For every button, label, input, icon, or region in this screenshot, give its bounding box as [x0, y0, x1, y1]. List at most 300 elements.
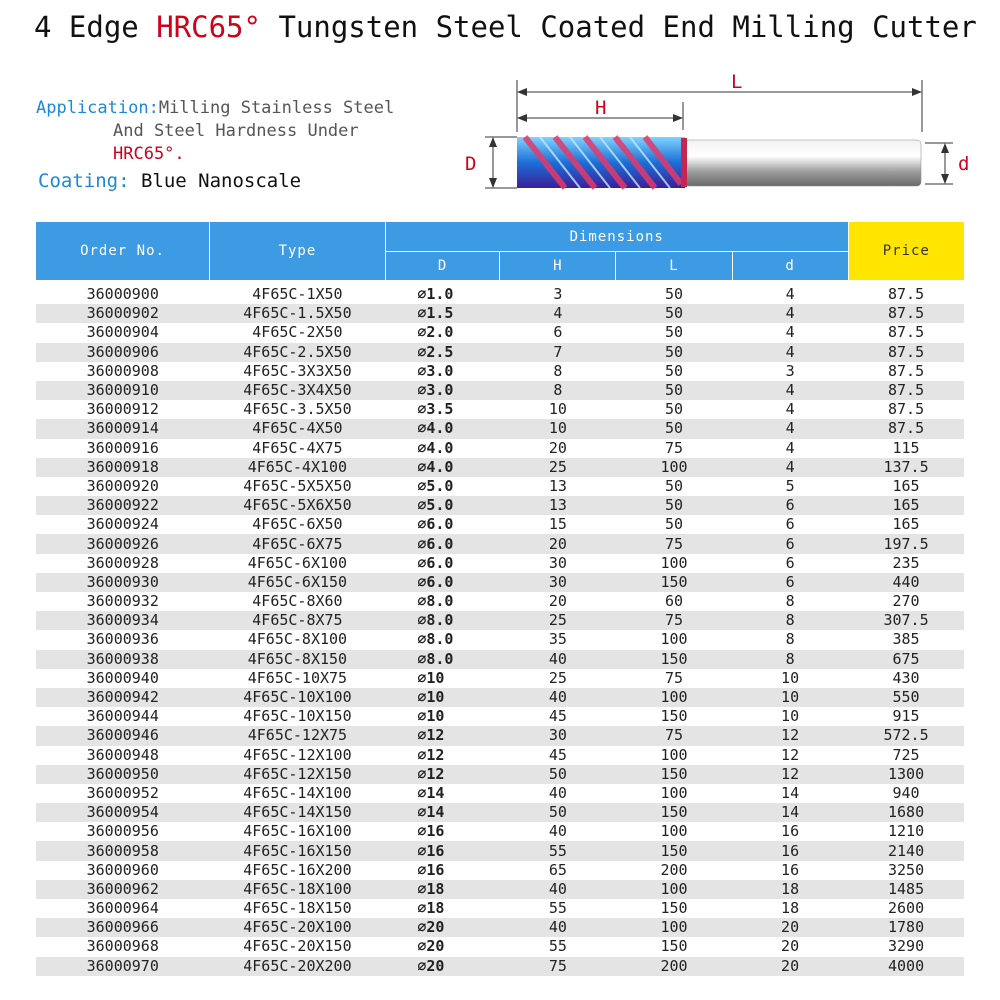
cell-order: 36000932 [36, 592, 210, 611]
tool-shank [685, 140, 921, 186]
cell-L: 150 [616, 899, 732, 918]
cell-price: 165 [848, 496, 964, 515]
cell-price: 1485 [848, 880, 964, 899]
cell-D: ⌀16 [385, 861, 500, 880]
cell-type: 4F65C-3X4X50 [210, 381, 386, 400]
spec-table [36, 222, 964, 976]
table-row [36, 592, 964, 611]
table-row [36, 285, 964, 304]
table-row [36, 957, 964, 976]
cell-d: 4 [732, 419, 848, 438]
cell-type: 4F65C-14X100 [210, 784, 386, 803]
cell-L: 100 [616, 822, 732, 841]
cell-type: 4F65C-12X100 [210, 746, 386, 765]
cell-D: ⌀2.5 [385, 343, 500, 362]
cell-L: 50 [616, 343, 732, 362]
cell-L: 150 [616, 765, 732, 784]
table-row [36, 515, 964, 534]
cell-d: 16 [732, 822, 848, 841]
title-highlight: HRC65° [156, 10, 261, 44]
table-row [36, 400, 964, 419]
cell-price: 87.5 [848, 304, 964, 323]
cell-D: ⌀16 [385, 822, 500, 841]
cell-D: ⌀8.0 [385, 611, 500, 630]
cell-type: 4F65C-1.5X50 [210, 304, 386, 323]
col-d: d [732, 252, 848, 281]
cell-H: 45 [500, 707, 616, 726]
cell-L: 75 [616, 726, 732, 745]
table-row [36, 669, 964, 688]
cell-L: 100 [616, 630, 732, 649]
cell-price: 915 [848, 707, 964, 726]
cell-D: ⌀6.0 [385, 515, 500, 534]
cell-d: 20 [732, 957, 848, 976]
coating-block [38, 170, 301, 192]
cell-D: ⌀18 [385, 899, 500, 918]
table-row [36, 554, 964, 573]
cell-d: 4 [732, 439, 848, 458]
cell-type: 4F65C-8X150 [210, 650, 386, 669]
table-row [36, 534, 964, 553]
cell-D: ⌀20 [385, 918, 500, 937]
cell-d: 6 [732, 573, 848, 592]
cell-d: 8 [732, 630, 848, 649]
cell-D: ⌀4.0 [385, 458, 500, 477]
cell-price: 87.5 [848, 323, 964, 342]
cell-H: 30 [500, 554, 616, 573]
cell-H: 50 [500, 765, 616, 784]
cell-order: 36000904 [36, 323, 210, 342]
application-line1: Milling Stainless Steel [158, 98, 395, 118]
cell-L: 75 [616, 439, 732, 458]
cell-price: 87.5 [848, 400, 964, 419]
cell-type: 4F65C-4X75 [210, 439, 386, 458]
cell-type: 4F65C-20X150 [210, 937, 386, 956]
cell-price: 550 [848, 688, 964, 707]
cell-type: 4F65C-2X50 [210, 323, 386, 342]
cell-d: 16 [732, 841, 848, 860]
cell-d: 3 [732, 362, 848, 381]
cell-type: 4F65C-6X150 [210, 573, 386, 592]
cell-type: 4F65C-8X100 [210, 630, 386, 649]
cell-type: 4F65C-20X100 [210, 918, 386, 937]
table-row [36, 573, 964, 592]
cell-D: ⌀4.0 [385, 439, 500, 458]
cell-order: 36000912 [36, 400, 210, 419]
table-row [36, 630, 964, 649]
table-row [36, 803, 964, 822]
cell-d: 14 [732, 784, 848, 803]
cell-D: ⌀10 [385, 707, 500, 726]
table-row [36, 841, 964, 860]
table-row [36, 323, 964, 342]
cell-L: 100 [616, 458, 732, 477]
cell-H: 20 [500, 439, 616, 458]
cell-d: 6 [732, 554, 848, 573]
cell-L: 75 [616, 534, 732, 553]
cell-L: 50 [616, 285, 732, 304]
cell-type: 4F65C-10X100 [210, 688, 386, 707]
cell-type: 4F65C-18X150 [210, 899, 386, 918]
cell-order: 36000952 [36, 784, 210, 803]
table-row [36, 765, 964, 784]
cell-H: 65 [500, 861, 616, 880]
cell-d: 10 [732, 688, 848, 707]
cell-H: 13 [500, 477, 616, 496]
cell-type: 4F65C-18X100 [210, 880, 386, 899]
cell-D: ⌀3.0 [385, 362, 500, 381]
cell-L: 75 [616, 669, 732, 688]
cell-H: 55 [500, 937, 616, 956]
cell-L: 150 [616, 937, 732, 956]
cell-d: 4 [732, 458, 848, 477]
cell-order: 36000918 [36, 458, 210, 477]
table-row [36, 822, 964, 841]
cell-d: 10 [732, 707, 848, 726]
dimension-d-label: d [958, 153, 970, 175]
cell-D: ⌀6.0 [385, 534, 500, 553]
cell-type: 4F65C-6X100 [210, 554, 386, 573]
cell-D: ⌀12 [385, 765, 500, 784]
table-row [36, 419, 964, 438]
table-row [36, 880, 964, 899]
cell-type: 4F65C-4X100 [210, 458, 386, 477]
cell-L: 50 [616, 323, 732, 342]
dimension-L-label: L [731, 71, 743, 93]
cell-L: 200 [616, 957, 732, 976]
cell-H: 30 [500, 573, 616, 592]
cell-H: 30 [500, 726, 616, 745]
cell-L: 50 [616, 515, 732, 534]
cell-order: 36000910 [36, 381, 210, 400]
cell-order: 36000970 [36, 957, 210, 976]
cell-type: 4F65C-20X200 [210, 957, 386, 976]
cell-L: 150 [616, 573, 732, 592]
cell-H: 75 [500, 957, 616, 976]
cell-order: 36000906 [36, 343, 210, 362]
cell-price: 165 [848, 515, 964, 534]
cell-D: ⌀6.0 [385, 573, 500, 592]
cell-type: 4F65C-16X150 [210, 841, 386, 860]
cell-type: 4F65C-5X5X50 [210, 477, 386, 496]
cell-d: 20 [732, 937, 848, 956]
cell-price: 1210 [848, 822, 964, 841]
cell-order: 36000938 [36, 650, 210, 669]
cell-H: 55 [500, 899, 616, 918]
cell-type: 4F65C-16X100 [210, 822, 386, 841]
cell-D: ⌀12 [385, 746, 500, 765]
cell-d: 4 [732, 323, 848, 342]
cell-price: 440 [848, 573, 964, 592]
cell-L: 150 [616, 650, 732, 669]
cell-price: 3290 [848, 937, 964, 956]
cell-price: 87.5 [848, 381, 964, 400]
cell-price: 165 [848, 477, 964, 496]
cell-H: 7 [500, 343, 616, 362]
cell-type: 4F65C-3X3X50 [210, 362, 386, 381]
cell-d: 8 [732, 611, 848, 630]
table-row [36, 707, 964, 726]
cell-L: 50 [616, 477, 732, 496]
cell-order: 36000940 [36, 669, 210, 688]
cell-order: 36000928 [36, 554, 210, 573]
col-type: Type [210, 222, 386, 280]
col-dimensions: Dimensions [385, 222, 848, 252]
cell-H: 50 [500, 803, 616, 822]
cell-type: 4F65C-8X75 [210, 611, 386, 630]
cell-D: ⌀20 [385, 937, 500, 956]
coating-value: Blue Nanoscale [129, 170, 302, 192]
cell-d: 6 [732, 515, 848, 534]
cell-order: 36000962 [36, 880, 210, 899]
table-row [36, 611, 964, 630]
cell-price: 675 [848, 650, 964, 669]
title-suffix: Tungsten Steel Coated End Milling Cutter [260, 10, 977, 44]
application-label: Application: [36, 98, 159, 118]
cell-L: 50 [616, 419, 732, 438]
cell-price: 572.5 [848, 726, 964, 745]
table-row [36, 861, 964, 880]
cell-type: 4F65C-10X150 [210, 707, 386, 726]
cell-order: 36000936 [36, 630, 210, 649]
cell-D: ⌀14 [385, 803, 500, 822]
cell-L: 100 [616, 688, 732, 707]
cell-order: 36000948 [36, 746, 210, 765]
cell-type: 4F65C-16X200 [210, 861, 386, 880]
cell-type: 4F65C-12X150 [210, 765, 386, 784]
cell-L: 150 [616, 707, 732, 726]
cell-order: 36000942 [36, 688, 210, 707]
table-row [36, 899, 964, 918]
cell-H: 13 [500, 496, 616, 515]
cell-price: 87.5 [848, 343, 964, 362]
cell-H: 25 [500, 458, 616, 477]
cell-D: ⌀1.5 [385, 304, 500, 323]
cell-d: 10 [732, 669, 848, 688]
cell-D: ⌀3.0 [385, 381, 500, 400]
cell-d: 6 [732, 496, 848, 515]
cell-type: 4F65C-2.5X50 [210, 343, 386, 362]
cell-D: ⌀8.0 [385, 630, 500, 649]
cell-H: 3 [500, 285, 616, 304]
table-row [36, 650, 964, 669]
cell-order: 36000924 [36, 515, 210, 534]
table-row [36, 918, 964, 937]
cell-D: ⌀1.0 [385, 285, 500, 304]
cell-H: 15 [500, 515, 616, 534]
cell-type: 4F65C-4X50 [210, 419, 386, 438]
cell-order: 36000914 [36, 419, 210, 438]
cell-type: 4F65C-6X50 [210, 515, 386, 534]
cell-H: 35 [500, 630, 616, 649]
cell-D: ⌀5.0 [385, 477, 500, 496]
cell-type: 4F65C-10X75 [210, 669, 386, 688]
cell-price: 197.5 [848, 534, 964, 553]
cell-price: 430 [848, 669, 964, 688]
end-mill-diagram [455, 62, 985, 212]
cell-L: 60 [616, 592, 732, 611]
cell-L: 100 [616, 918, 732, 937]
cell-d: 14 [732, 803, 848, 822]
coating-label: Coating: [38, 170, 130, 192]
cell-type: 4F65C-5X6X50 [210, 496, 386, 515]
cell-D: ⌀18 [385, 880, 500, 899]
cell-price: 4000 [848, 957, 964, 976]
cell-D: ⌀6.0 [385, 554, 500, 573]
cell-H: 25 [500, 669, 616, 688]
spec-table-body [36, 280, 964, 976]
cell-D: ⌀14 [385, 784, 500, 803]
cell-type: 4F65C-8X60 [210, 592, 386, 611]
cell-order: 36000960 [36, 861, 210, 880]
table-row [36, 784, 964, 803]
cell-H: 40 [500, 880, 616, 899]
cell-H: 20 [500, 534, 616, 553]
table-row [36, 439, 964, 458]
table-row [36, 362, 964, 381]
cell-L: 100 [616, 880, 732, 899]
cell-order: 36000930 [36, 573, 210, 592]
cell-order: 36000964 [36, 899, 210, 918]
cell-type: 4F65C-12X75 [210, 726, 386, 745]
col-price: Price [848, 222, 964, 280]
cell-d: 12 [732, 726, 848, 745]
cell-D: ⌀10 [385, 688, 500, 707]
cell-price: 115 [848, 439, 964, 458]
cell-H: 40 [500, 650, 616, 669]
col-L: L [616, 252, 732, 281]
cell-d: 8 [732, 592, 848, 611]
cell-price: 3250 [848, 861, 964, 880]
cell-L: 50 [616, 400, 732, 419]
cell-order: 36000934 [36, 611, 210, 630]
cell-H: 4 [500, 304, 616, 323]
cell-price: 725 [848, 746, 964, 765]
cell-d: 16 [732, 861, 848, 880]
cell-L: 50 [616, 496, 732, 515]
cell-D: ⌀20 [385, 957, 500, 976]
cell-D: ⌀16 [385, 841, 500, 860]
cell-type: 4F65C-1X50 [210, 285, 386, 304]
cell-d: 4 [732, 304, 848, 323]
dimension-D-label: D [465, 153, 477, 175]
cell-d: 4 [732, 343, 848, 362]
cell-order: 36000920 [36, 477, 210, 496]
cell-H: 10 [500, 419, 616, 438]
cell-d: 8 [732, 650, 848, 669]
cell-type: 4F65C-6X75 [210, 534, 386, 553]
cell-order: 36000926 [36, 534, 210, 553]
cell-d: 18 [732, 880, 848, 899]
cell-D: ⌀2.0 [385, 323, 500, 342]
cell-D: ⌀12 [385, 726, 500, 745]
cell-L: 150 [616, 803, 732, 822]
cell-d: 12 [732, 746, 848, 765]
cell-price: 270 [848, 592, 964, 611]
cell-d: 6 [732, 534, 848, 553]
cell-d: 5 [732, 477, 848, 496]
cell-D: ⌀5.0 [385, 496, 500, 515]
cell-price: 1780 [848, 918, 964, 937]
cell-price: 137.5 [848, 458, 964, 477]
cell-type: 4F65C-14X150 [210, 803, 386, 822]
cell-L: 50 [616, 381, 732, 400]
col-D: D [385, 252, 500, 281]
table-row [36, 458, 964, 477]
cell-H: 55 [500, 841, 616, 860]
table-row [36, 343, 964, 362]
cell-order: 36000954 [36, 803, 210, 822]
cell-L: 150 [616, 841, 732, 860]
cell-D: ⌀8.0 [385, 650, 500, 669]
cell-d: 12 [732, 765, 848, 784]
cell-H: 10 [500, 400, 616, 419]
cell-order: 36000956 [36, 822, 210, 841]
cell-order: 36000922 [36, 496, 210, 515]
cell-H: 40 [500, 688, 616, 707]
col-order-no: Order No. [36, 222, 210, 280]
cell-L: 100 [616, 784, 732, 803]
cell-order: 36000900 [36, 285, 210, 304]
cell-d: 4 [732, 381, 848, 400]
cell-D: ⌀10 [385, 669, 500, 688]
cell-d: 4 [732, 285, 848, 304]
table-row [36, 477, 964, 496]
cell-H: 45 [500, 746, 616, 765]
cell-d: 18 [732, 899, 848, 918]
cell-L: 100 [616, 554, 732, 573]
cell-order: 36000958 [36, 841, 210, 860]
cell-H: 6 [500, 323, 616, 342]
cell-L: 75 [616, 611, 732, 630]
cell-L: 100 [616, 746, 732, 765]
cell-D: ⌀8.0 [385, 592, 500, 611]
cell-order: 36000944 [36, 707, 210, 726]
cell-type: 4F65C-3.5X50 [210, 400, 386, 419]
table-row [36, 726, 964, 745]
cell-order: 36000966 [36, 918, 210, 937]
table-row [36, 304, 964, 323]
cell-D: ⌀3.5 [385, 400, 500, 419]
cell-price: 235 [848, 554, 964, 573]
cell-price: 307.5 [848, 611, 964, 630]
table-row [36, 381, 964, 400]
application-line2: And Steel Hardness Under [113, 121, 359, 141]
cell-order: 36000916 [36, 439, 210, 458]
page-title [34, 10, 977, 44]
cell-price: 1680 [848, 803, 964, 822]
table-row [36, 688, 964, 707]
cell-L: 50 [616, 362, 732, 381]
application-block [36, 97, 394, 166]
cell-price: 385 [848, 630, 964, 649]
cell-price: 87.5 [848, 362, 964, 381]
application-line3: HRC65°. [113, 144, 185, 164]
cell-price: 87.5 [848, 285, 964, 304]
cell-D: ⌀4.0 [385, 419, 500, 438]
cell-H: 40 [500, 784, 616, 803]
cell-d: 4 [732, 400, 848, 419]
cell-H: 25 [500, 611, 616, 630]
cell-order: 36000902 [36, 304, 210, 323]
cell-H: 40 [500, 918, 616, 937]
table-row [36, 496, 964, 515]
cell-L: 50 [616, 304, 732, 323]
dimension-H-label: H [595, 97, 607, 119]
table-row [36, 746, 964, 765]
cell-price: 940 [848, 784, 964, 803]
cell-L: 200 [616, 861, 732, 880]
